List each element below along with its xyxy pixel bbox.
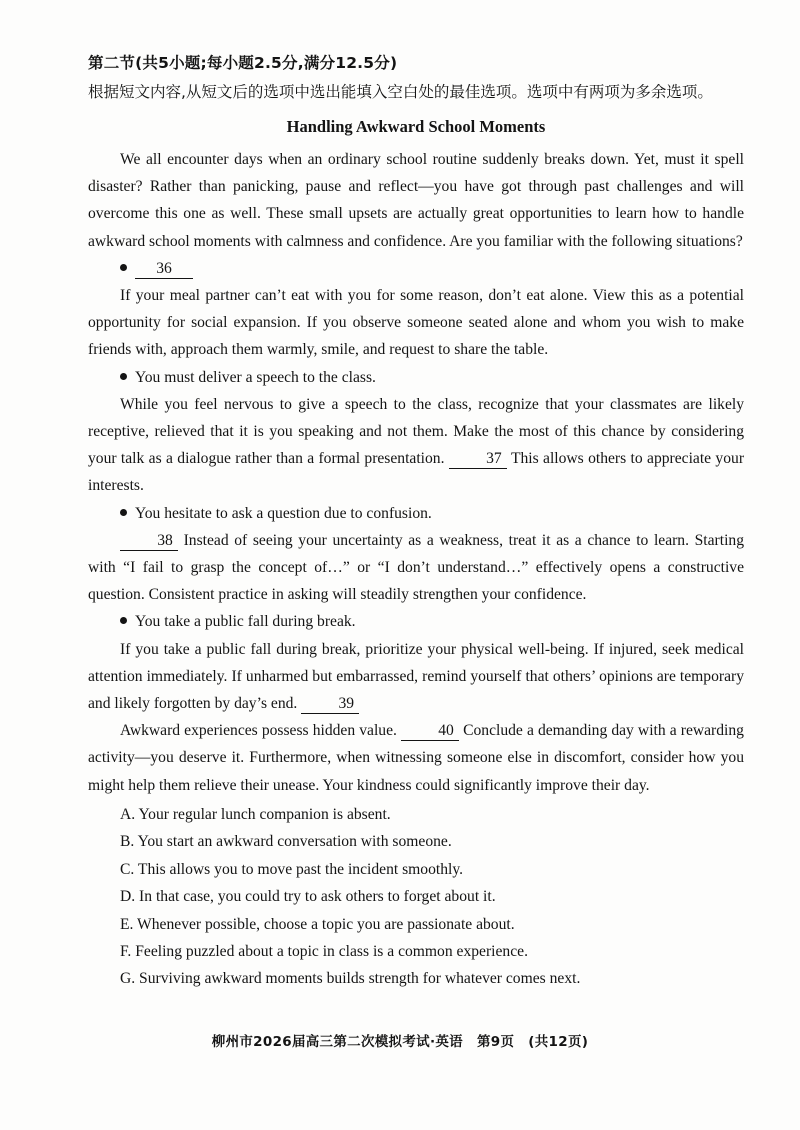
option-g: G. Surviving awkward moments builds strength for whatever comes next. [120, 970, 581, 988]
option-b: B. You start an awkward conversation with someone. [120, 833, 452, 851]
blank-38: 38 [120, 532, 178, 551]
bullet-fall-text: You take a public fall during break. [135, 613, 356, 631]
bullet-dot-icon [120, 373, 127, 380]
question-paragraph [88, 527, 744, 609]
bullet-dot-icon [120, 617, 127, 624]
bullet-speech-text: You must deliver a speech to the class. [135, 368, 376, 386]
bullet-dot-icon [120, 264, 127, 271]
options-list [88, 801, 744, 993]
question-text-after: Instead of seeing your uncertainty as a weakness, treat it as a chance to learn. Starting with “I fail to grasp the concept of…” or “I don’t understand…” effectively opens a constructive question. Consistent practice in asking will steadily strengthen your confidence. [88, 531, 744, 604]
bullet-question-text: You hesitate to ask a question due to confusion. [135, 504, 432, 522]
final-paragraph [88, 717, 744, 799]
section-heading: 第二节(共5小题;每小题2.5分,满分12.5分) [88, 54, 398, 72]
option-d: D. In that case, you could try to ask others to forget about it. [120, 888, 496, 906]
passage-title: Handling Awkward School Moments [286, 117, 546, 136]
footer-total-pages: (共12页) [528, 1034, 589, 1050]
bullet-blank-36 [88, 255, 744, 282]
blank-40: 40 [401, 722, 459, 741]
fall-paragraph [88, 636, 744, 718]
section-instructions: 根据短文内容,从短文后的选项中选出能填入空白处的最佳选项。选项中有两项为多余选项。 [88, 83, 713, 101]
intro-paragraph: We all encounter days when an ordinary school routine suddenly breaks down. Yet, must it spell disaster? Rather than panicking, pause and reflect—you have got through past challenges and will overcome this one as well. These small upsets are actually great opportunities to learn how to handle awkward school moments with calmness and confidence. Are you familiar with the following situations? [88, 151, 744, 250]
blank-37: 37 [449, 450, 507, 469]
footer-exam-name: 柳州市2026届高三第二次模拟考试·英语 [211, 1034, 463, 1050]
meal-paragraph: If your meal partner can’t eat with you for some reason, don’t eat alone. View this as a potential opportunity for social expansion. If you observe someone seated alone and whom you wish to make friends with, approach them warmly, smile, and request to share the table. [88, 287, 744, 359]
blank-39: 39 [301, 695, 359, 714]
fall-text-before: If you take a public fall during break, prioritize your physical well-being. If injured, seek medical attention immediately. If unharmed but embarrassed, remind yourself that others’ opinions are temporary and likely forgotten by day’s end. [88, 640, 744, 713]
bullet-speech [88, 364, 744, 391]
page-content [88, 50, 744, 993]
final-text-before: Awkward experiences possess hidden value. [120, 722, 397, 740]
speech-text-after: This allows others to appreciate your interests. [88, 450, 745, 495]
option-c: C. This allows you to move past the incident smoothly. [120, 860, 464, 878]
bullet-question [88, 500, 744, 527]
speech-paragraph [88, 391, 744, 500]
option-e: E. Whenever possible, choose a topic you are passionate about. [120, 915, 515, 933]
option-a: A. Your regular lunch companion is absent. [120, 805, 391, 823]
speech-text-before: While you feel nervous to give a speech to the class, recognize that your classmates are likely receptive, relieved that it is you speaking and not them. Make the most of this chance by considering your talk as a dialogue rather than a formal presentation. [88, 395, 744, 468]
footer-page-number: 第9页 [476, 1034, 515, 1050]
bullet-dot-icon [120, 509, 127, 516]
option-f: F. Feeling puzzled about a topic in class is a common experience. [120, 942, 528, 960]
page-footer [0, 1030, 800, 1050]
bullet-fall [88, 608, 744, 635]
blank-36: 36 [135, 260, 193, 279]
final-text-after: Conclude a demanding day with a rewarding activity—you deserve it. Furthermore, when witnessing someone else in discomfort, consider how you might help them relieve their unease. Your kindness could significantly improve their day. [88, 722, 744, 794]
